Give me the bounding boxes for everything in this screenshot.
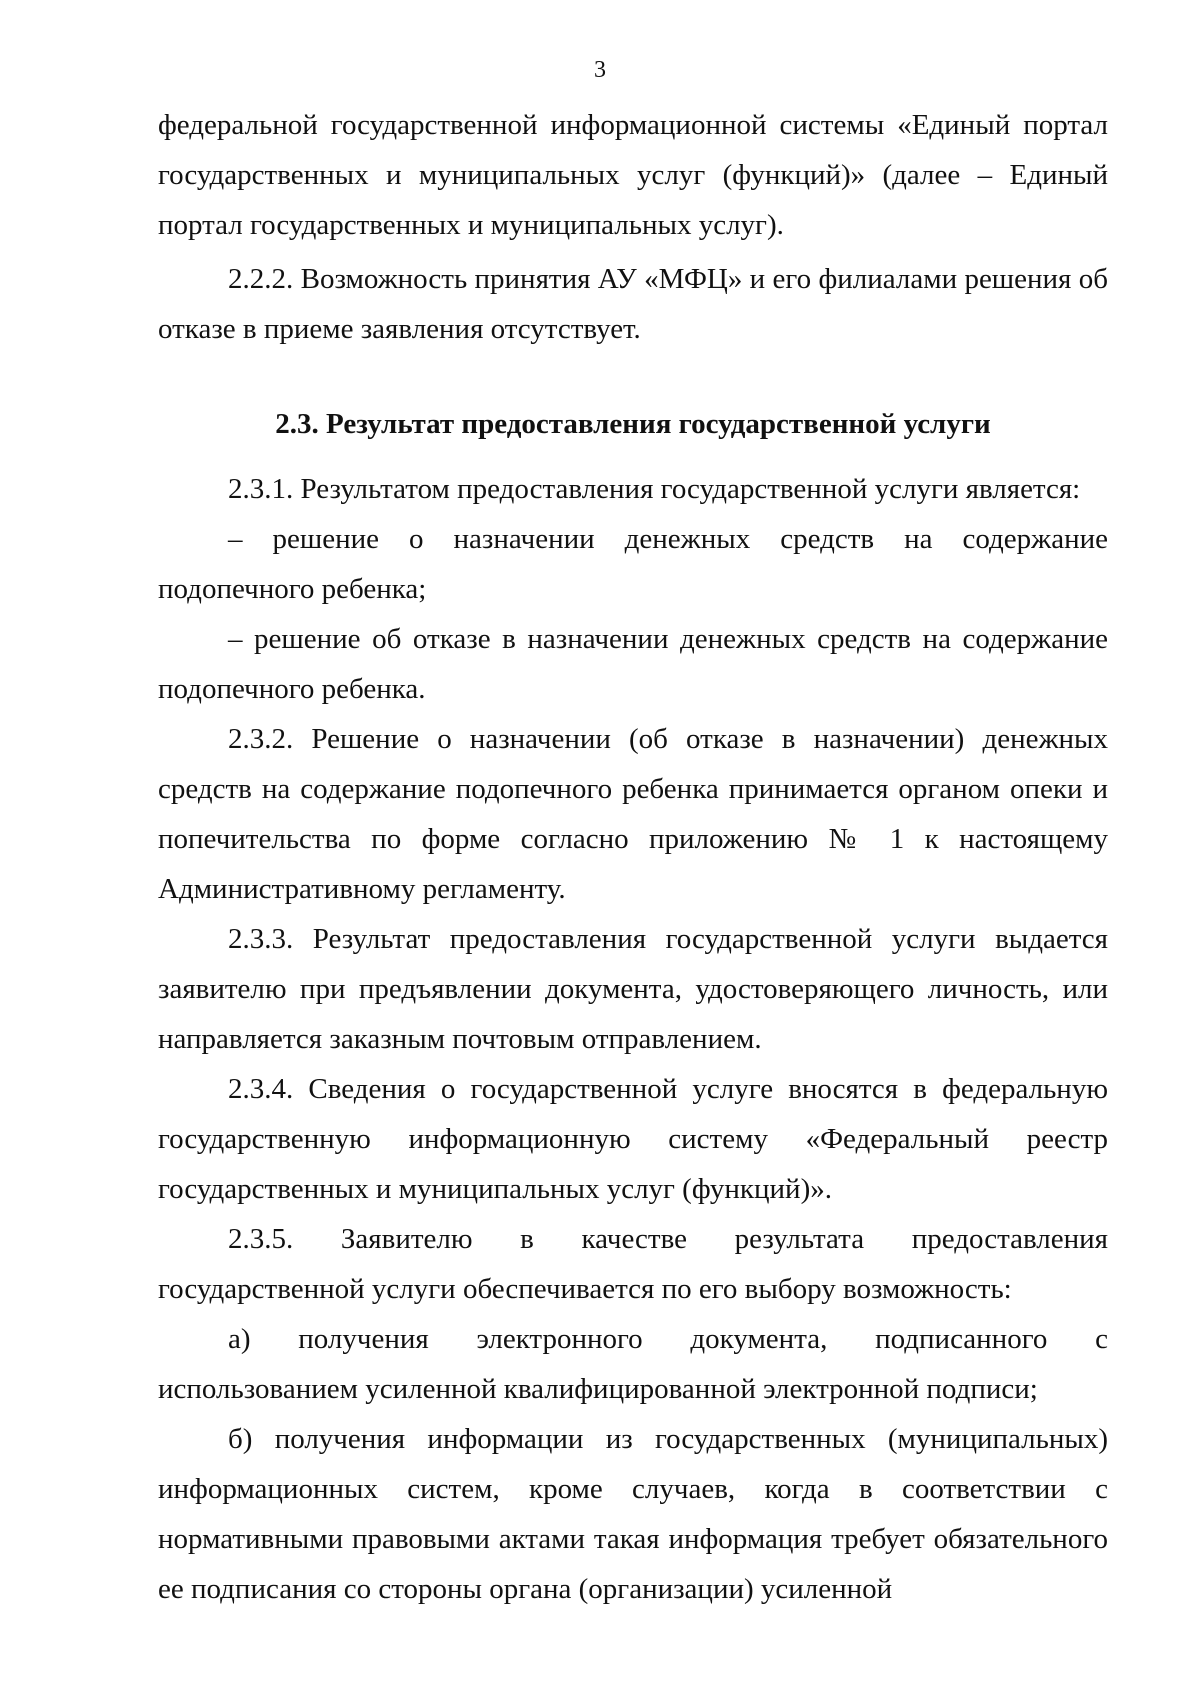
paragraph-2-2-2: 2.2.2. Возможность принятия АУ «МФЦ» и его филиалами решения об отказе в приеме заявления отсутствует. — [158, 263, 1108, 345]
list-item-a: а) получения электронного документа, подписанного с использованием усиленной квалифицированной электронной подписи; — [158, 1323, 1108, 1405]
paragraph-2-3-2: 2.3.2. Решение о назначении (об отказе в назначении) денежных средств на содержание подопечного ребенка принимается органом опеки и попечительства по форме согласно приложению № 1 к настоящему Административному регламенту. — [158, 723, 1108, 905]
document-body — [158, 100, 1108, 1614]
list-item-decision-refuse: – решение об отказе в назначении денежных средств на содержание подопечного ребенка. — [158, 623, 1108, 705]
paragraph-2-3-3: 2.3.3. Результат предоставления государственной услуги выдается заявителю при предъявлении документа, удостоверяющего личность, или направляется заказным почтовым отправлением. — [158, 923, 1108, 1055]
paragraph-2-3-4: 2.3.4. Сведения о государственной услуге вносятся в федеральную государственную информационную систему «Федеральный реестр государственных и муниципальных услуг (функций)». — [158, 1073, 1108, 1205]
list-item-decision-assign: – решение о назначении денежных средств на содержание подопечного ребенка; — [158, 523, 1108, 605]
page-number: 3 — [594, 57, 606, 83]
section-heading-2-3: 2.3. Результат предоставления государственной услуги — [275, 408, 991, 440]
paragraph-2-3-5: 2.3.5. Заявителю в качестве результата предоставления государственной услуги обеспечивается по его выбору возможность: — [158, 1223, 1108, 1305]
paragraph-continuation: федеральной государственной информационной системы «Единый портал государственных и муниципальных услуг (функций)» (далее – Единый портал государственных и муниципальных услуг). — [158, 109, 1108, 241]
paragraph-2-3-1: 2.3.1. Результатом предоставления государственной услуги является: — [228, 473, 1081, 505]
list-item-b: б) получения информации из государственных (муниципальных) информационных систем, кроме случаев, когда в соответствии с нормативными правовыми актами такая информация требует обязательного ее подписания со стороны органа (организации) усиленной — [158, 1423, 1108, 1605]
